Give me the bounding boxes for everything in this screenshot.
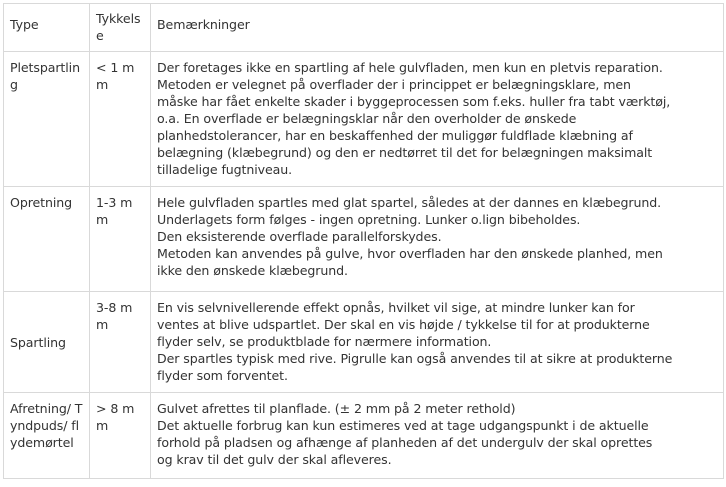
cell-thickness: > 8 mm (90, 393, 151, 479)
table-row (4, 393, 724, 479)
remarks-line: måske har fået enkelte skader i byggeprocessen som f.eks. huller fra tabt værktøj, (157, 94, 671, 109)
remarks-line: flyder som forventet. (157, 368, 288, 383)
table-row (4, 292, 724, 393)
cell-thickness: 1-3 mm (90, 187, 151, 292)
remarks-line: Der spartles typisk med rive. Pigrulle kan også anvendes til at sikre at produkterne (157, 351, 673, 366)
remarks-line: En vis selvnivellerende effekt opnås, hvilket vil sige, at mindre lunker kan for (157, 300, 635, 315)
remarks-line: o.a. En overflade er belægningsklar når den overholder de ønskede (157, 111, 577, 126)
remarks-line: flyder selv, se produktblade for nærmere information. (157, 334, 492, 349)
floor-leveling-table (3, 3, 724, 479)
remarks-line: forhold på pladsen og afhænge af planheden af det undergulv der skal oprettes (157, 435, 653, 450)
cell-remarks (151, 393, 724, 479)
cell-type: Afretning/ Tyndpuds/ flydemørtel (4, 393, 90, 479)
remarks-line: Metoden er velegnet på overflader der i princippet er belægningsklare, men (157, 77, 631, 92)
remarks-line: ikke den ønskede klæbegrund. (157, 263, 348, 278)
cell-thickness: < 1 mm (90, 52, 151, 187)
remarks-line: og krav til det gulv der skal afleveres. (157, 452, 392, 467)
cell-type: Spartling (4, 292, 90, 393)
cell-remarks (151, 187, 724, 292)
cell-type: Opretning (4, 187, 90, 292)
remarks-line: Underlagets form følges - ingen opretning. Lunker o.lign bibeholdes. (157, 212, 581, 227)
remarks-line: tilladelige fugtniveau. (157, 162, 293, 177)
remarks-line: Hele gulvfladen spartles med glat spartel, således at der dannes en klæbegrund. (157, 195, 662, 210)
cell-remarks (151, 292, 724, 393)
remarks-line: Metoden kan anvendes på gulve, hvor overfladen har den ønskede planhed, men (157, 246, 663, 261)
header-type: Type (4, 4, 90, 52)
header-thickness: Tykkelse (90, 4, 151, 52)
table-row (4, 52, 724, 187)
remarks-line: Det aktuelle forbrug kan kun estimeres ved at tage udgangspunkt i de aktuelle (157, 418, 649, 433)
header-remarks: Bemærkninger (151, 4, 724, 52)
remarks-line: Gulvet afrettes til planflade. (± 2 mm på 2 meter rethold) (157, 401, 516, 416)
remarks-line: planhedstolerancer, har en beskaffenhed der muliggør fuldflade klæbning af (157, 128, 633, 143)
cell-type: Pletspartling (4, 52, 90, 187)
cell-remarks (151, 52, 724, 187)
table-row (4, 187, 724, 292)
remarks-line: ventes at blive udspartlet. Der skal en vis højde / tykkelse til for at produkterne (157, 317, 650, 332)
remarks-line: belægning (klæbegrund) og den er nedtørret til det for belægningen maksimalt (157, 145, 653, 160)
remarks-line: Den eksisterende overflade parallelforskydes. (157, 229, 442, 244)
cell-thickness: 3-8 mm (90, 292, 151, 393)
remarks-line: Der foretages ikke en spartling af hele gulvfladen, men kun en pletvis reparation. (157, 60, 663, 75)
table-header-row (4, 4, 724, 52)
